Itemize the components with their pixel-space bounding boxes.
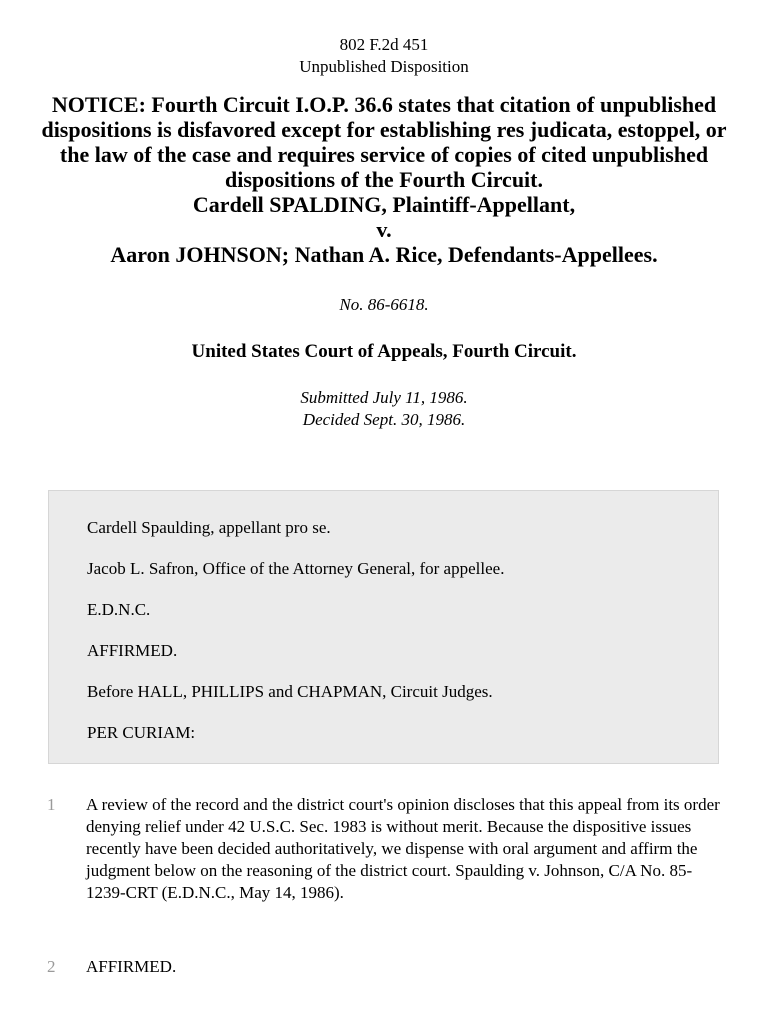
paragraph-number[interactable]: 2 — [47, 957, 56, 976]
district-court: E.D.N.C. — [87, 600, 151, 619]
case-info-panel — [48, 490, 719, 764]
paragraph-text: AFFIRMED. — [86, 957, 177, 976]
docket-number: No. 86-6618. — [339, 295, 429, 314]
appellant-counsel: Cardell Spaulding, appellant pro se. — [87, 518, 331, 537]
case-title — [36, 92, 732, 267]
case-dates — [0, 387, 768, 431]
court-name: United States Court of Appeals, Fourth Circuit. — [191, 341, 577, 362]
paragraph-number[interactable]: 1 — [47, 795, 56, 814]
versus-line: v. — [376, 217, 392, 242]
notice-text: NOTICE: Fourth Circuit I.O.P. 36.6 states that citation of unpublished dispositions is disfavored except for establishing res judicata, estoppel, or the law of the case and requires service of copies of cited unpublished dispositions of the Fourth Circuit. — [41, 92, 727, 192]
document-header — [0, 0, 768, 431]
submitted-date: Submitted July 11, 1986. — [300, 388, 468, 407]
result-label: AFFIRMED. — [87, 641, 178, 660]
defendants-line: Aaron JOHNSON; Nathan A. Rice, Defendants-Appellees. — [110, 242, 658, 267]
appellee-counsel: Jacob L. Safron, Office of the Attorney General, for appellee. — [87, 559, 505, 578]
plaintiff-line: Cardell SPALDING, Plaintiff-Appellant, — [192, 192, 576, 217]
judges-line: Before HALL, PHILLIPS and CHAPMAN, Circuit Judges. — [87, 682, 493, 701]
per-curiam-label: PER CURIAM: — [87, 723, 196, 742]
decided-date: Decided Sept. 30, 1986. — [302, 410, 466, 429]
case-citation: 802 F.2d 451 — [339, 35, 429, 54]
paragraph-text: A review of the record and the district court's opinion discloses that this appeal from its order denying relief under 42 U.S.C. Sec. 1983 is without merit. Because the dispositive issues recently have been decided authoritatively, we dispense with oral argument and affirm the judgment below on the reasoning of the district court. Spaulding v. Johnson, C/A No. 85-1239-CRT (E.D.N.C., May 14, 1986). — [86, 795, 720, 902]
disposition-label: Unpublished Disposition — [299, 57, 469, 76]
